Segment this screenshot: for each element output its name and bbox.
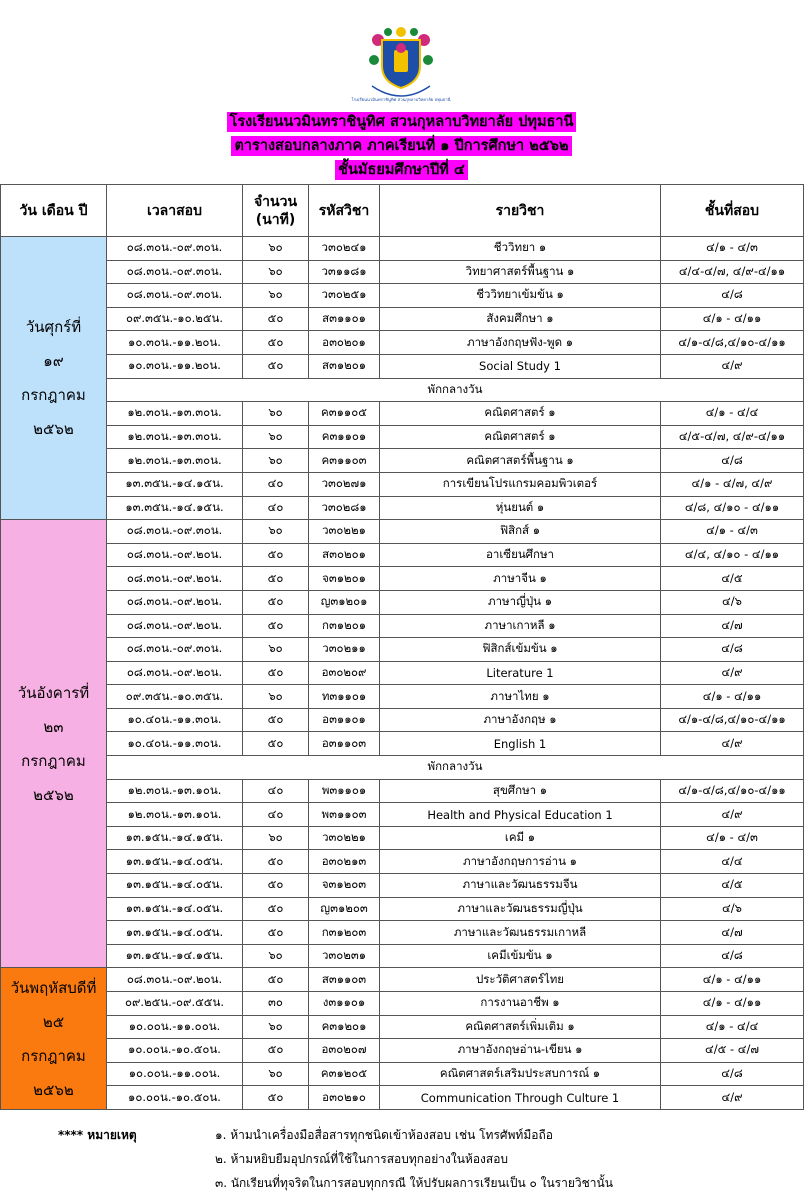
exam-rooms: ๔/๙: [661, 661, 804, 685]
exam-rooms: ๔/๑ - ๔/๔: [661, 402, 804, 426]
subject-code: ก๓๑๒๐๑: [309, 614, 380, 638]
table-row: [1, 826, 804, 850]
exam-schedule-table: [0, 184, 804, 1110]
exam-duration: ๕๐: [243, 307, 309, 331]
subject-name: ภาษาอังกฤษการอ่าน ๑: [380, 850, 661, 874]
exam-rooms: ๔/๙: [661, 732, 804, 756]
day-cell: [1, 968, 107, 1110]
exam-duration: ๓๐: [243, 992, 309, 1016]
exam-rooms: ๔/๑ - ๔/๗, ๔/๙: [661, 472, 804, 496]
exam-rooms: ๔/๑ - ๔/๑๑: [661, 307, 804, 331]
lunch-break-row: [1, 756, 804, 780]
exam-time: ๑๒.๓๐น.-๑๓.๑๐น.: [107, 803, 243, 827]
subject-code: ญ๓๑๒๐๓: [309, 897, 380, 921]
table-row: [1, 284, 804, 308]
subject-code: ส๓๑๒๐๑: [309, 354, 380, 378]
subject-code: อ๓๐๒๑๐: [309, 1086, 380, 1110]
exam-rooms: ๔/๔-๔/๗, ๔/๙-๔/๑๑: [661, 260, 804, 284]
subject-code: อ๓๐๒๐๗: [309, 1039, 380, 1063]
col-header-time: เวลาสอบ: [107, 185, 243, 237]
exam-time: ๐๘.๓๐น.-๐๙.๒๐น.: [107, 661, 243, 685]
exam-duration: ๕๐: [243, 874, 309, 898]
exam-rooms: ๔/๘: [661, 944, 804, 968]
exam-rooms: ๔/๘, ๔/๑๐ - ๔/๑๑: [661, 496, 804, 520]
school-emblem-logo: [351, 26, 451, 104]
subject-name: อาเซียนศึกษา: [380, 543, 661, 567]
table-row: [1, 968, 804, 992]
subject-code: ว๓๐๒๑๑: [309, 638, 380, 662]
subject-code: พ๓๑๑๐๓: [309, 803, 380, 827]
table-row: [1, 402, 804, 426]
subject-code: ว๓๐๒๗๑: [309, 472, 380, 496]
table-row: [1, 307, 804, 331]
table-row: [1, 472, 804, 496]
day-date: ๒๓: [43, 717, 64, 736]
table-row: [1, 992, 804, 1016]
day-date: ๒๕: [42, 1012, 65, 1031]
subject-code: ว๓๐๒๕๑: [309, 284, 380, 308]
exam-duration: ๔๐: [243, 803, 309, 827]
subject-code: ค๓๑๒๐๕: [309, 1062, 380, 1086]
exam-rooms: ๔/๕: [661, 567, 804, 591]
table-row: [1, 449, 804, 473]
exam-duration: ๕๐: [243, 331, 309, 355]
exam-duration: ๖๐: [243, 685, 309, 709]
day-weekday: วันศุกร์ที่: [25, 318, 82, 337]
table-row: [1, 779, 804, 803]
subject-name: ภาษาอังกฤษ ๑: [380, 708, 661, 732]
subject-code: จ๓๑๒๐๓: [309, 874, 380, 898]
subject-code: ค๓๑๑๐๕: [309, 402, 380, 426]
subject-code: พ๓๑๑๐๑: [309, 779, 380, 803]
exam-duration: ๔๐: [243, 779, 309, 803]
exam-duration: ๖๐: [243, 237, 309, 261]
exam-rooms: ๔/๙: [661, 1086, 804, 1110]
exam-rooms: ๔/๕ - ๔/๗: [661, 1039, 804, 1063]
exam-time: ๐๘.๓๐น.-๐๙.๓๐น.: [107, 520, 243, 544]
subject-code: ส๓๑๑๐๓: [309, 968, 380, 992]
col-header-date: วัน เดือน ปี: [1, 185, 107, 237]
subject-name: Communication Through Culture 1: [380, 1086, 661, 1110]
subject-name: การเขียนโปรแกรมคอมพิวเตอร์: [380, 472, 661, 496]
exam-rooms: ๔/๔, ๔/๑๐ - ๔/๑๑: [661, 543, 804, 567]
subject-name: Health and Physical Education 1: [380, 803, 661, 827]
note-item: ๑. ห้ามนำเครื่องมือสื่อสารทุกชนิดเข้าห้องสอบ เช่น โทรศัพท์มือถือ: [215, 1128, 553, 1142]
subject-code: อ๓๐๒๐๙: [309, 661, 380, 685]
header-school-name: โรงเรียนนวมินทราชินูทิศ สวนกุหลาบวิทยาลัย ปทุมธานี: [0, 111, 803, 132]
day-month: กรกฎาคม: [21, 386, 86, 405]
exam-time: ๐๘.๓๐น.-๐๙.๓๐น.: [107, 237, 243, 261]
exam-rooms: ๔/๙: [661, 803, 804, 827]
exam-duration: ๕๐: [243, 708, 309, 732]
table-row: [1, 543, 804, 567]
table-row: [1, 520, 804, 544]
exam-rooms: ๔/๕-๔/๗, ๔/๙-๔/๑๑: [661, 425, 804, 449]
exam-time: ๑๓.๓๕น.-๑๔.๑๕น.: [107, 496, 243, 520]
subject-code: ส๓๐๒๐๑: [309, 543, 380, 567]
table-row: [1, 425, 804, 449]
exam-rooms: ๔/๖: [661, 590, 804, 614]
table-row: [1, 803, 804, 827]
exam-duration: ๕๐: [243, 732, 309, 756]
exam-rooms: ๔/๘: [661, 284, 804, 308]
exam-rooms: ๔/๘: [661, 638, 804, 662]
exam-time: ๑๒.๓๐น.-๑๓.๓๐น.: [107, 449, 243, 473]
subject-name: เคมีเข้มข้น ๑: [380, 944, 661, 968]
subject-name: คณิตศาสตร์เพิ่มเติม ๑: [380, 1015, 661, 1039]
exam-time: ๑๐.๐๐น.-๑๐.๕๐น.: [107, 1039, 243, 1063]
subject-code: ค๓๑๒๐๑: [309, 1015, 380, 1039]
exam-time: ๑๓.๑๕น.-๑๔.๐๕น.: [107, 921, 243, 945]
subject-name: สังคมศึกษา ๑: [380, 307, 661, 331]
subject-name: ภาษาไทย ๑: [380, 685, 661, 709]
exam-duration: ๖๐: [243, 944, 309, 968]
table-row: [1, 567, 804, 591]
exam-rooms: ๔/๑-๔/๘,๔/๑๐-๔/๑๑: [661, 708, 804, 732]
subject-code: อ๓๐๒๐๑: [309, 331, 380, 355]
exam-rooms: ๔/๔: [661, 850, 804, 874]
exam-duration: ๕๐: [243, 614, 309, 638]
subject-code: ญ๓๑๒๐๑: [309, 590, 380, 614]
subject-name: ภาษาเกาหลี ๑: [380, 614, 661, 638]
exam-time: ๑๐.๔๐น.-๑๑.๓๐น.: [107, 708, 243, 732]
subject-code: ส๓๑๑๐๑: [309, 307, 380, 331]
day-cell: [1, 237, 107, 520]
exam-time: ๑๐.๔๐น.-๑๑.๓๐น.: [107, 732, 243, 756]
col-header-duration: จำนวน (นาที): [243, 185, 309, 237]
exam-rooms: ๔/๑ - ๔/๓: [661, 826, 804, 850]
exam-time: ๐๘.๓๐น.-๐๙.๓๐น.: [107, 638, 243, 662]
exam-time: ๑๐.๐๐น.-๑๑.๐๐น.: [107, 1015, 243, 1039]
exam-duration: ๕๐: [243, 897, 309, 921]
subject-name: ภาษาและวัฒนธรรมจีน: [380, 874, 661, 898]
exam-time: ๐๘.๓๐น.-๐๙.๓๐น.: [107, 284, 243, 308]
table-row: [1, 354, 804, 378]
exam-time: ๑๒.๓๐น.-๑๓.๑๐น.: [107, 779, 243, 803]
exam-rooms: ๔/๑ - ๔/๔: [661, 1015, 804, 1039]
exam-rooms: ๔/๗: [661, 614, 804, 638]
day-weekday: วันอังคารที่: [17, 683, 90, 702]
day-cell: [1, 520, 107, 968]
exam-rooms: ๔/๑-๔/๘,๔/๑๐-๔/๑๑: [661, 331, 804, 355]
subject-name: วิทยาศาสตร์พื้นฐาน ๑: [380, 260, 661, 284]
subject-name: ภาษาญี่ปุ่น ๑: [380, 590, 661, 614]
table-row: [1, 921, 804, 945]
exam-duration: ๕๐: [243, 567, 309, 591]
subject-code: ว๓๐๒๒๑: [309, 520, 380, 544]
day-month: กรกฎาคม: [21, 751, 86, 770]
exam-duration: ๖๐: [243, 402, 309, 426]
logo-motto-text: โรงเรียนนวมินทราชินูทิศ สวนกุหลาบวิทยาลัย ปทุมธานี: [351, 97, 451, 102]
exam-duration: ๔๐: [243, 496, 309, 520]
exam-time: ๑๐.๐๐น.-๑๑.๐๐น.: [107, 1062, 243, 1086]
subject-name: คณิตศาสตร์พื้นฐาน ๑: [380, 449, 661, 473]
lunch-break-label: พักกลางวัน: [107, 756, 804, 780]
exam-rooms: ๔/๙: [661, 354, 804, 378]
exam-time: ๑๒.๓๐น.-๑๓.๓๐น.: [107, 425, 243, 449]
exam-duration: ๔๐: [243, 472, 309, 496]
day-month: กรกฎาคม: [21, 1046, 86, 1065]
table-row: [1, 1086, 804, 1110]
exam-rooms: ๔/๑-๔/๘,๔/๑๐-๔/๑๑: [661, 779, 804, 803]
subject-code: ท๓๑๑๐๑: [309, 685, 380, 709]
exam-time: ๑๓.๑๕น.-๑๔.๑๕น.: [107, 826, 243, 850]
table-row: [1, 1062, 804, 1086]
exam-duration: ๕๐: [243, 1086, 309, 1110]
subject-name: Social Study 1: [380, 354, 661, 378]
day-year: ๒๕๖๒: [33, 1080, 74, 1099]
exam-duration: ๕๐: [243, 661, 309, 685]
exam-time: ๐๙.๓๕น.-๑๐.๓๕น.: [107, 685, 243, 709]
col-header-subject: รายวิชา: [380, 185, 661, 237]
header-exam-title: ตารางสอบกลางภาค ภาคเรียนที่ ๑ ปีการศึกษา ๒๕๖๒: [0, 135, 803, 156]
table-row: [1, 944, 804, 968]
exam-time: ๑๓.๑๕น.-๑๔.๐๕น.: [107, 897, 243, 921]
exam-time: ๑๓.๑๕น.-๑๔.๑๕น.: [107, 944, 243, 968]
exam-time: ๐๘.๓๐น.-๐๙.๒๐น.: [107, 543, 243, 567]
table-row: [1, 685, 804, 709]
note-item: ๓. นักเรียนที่ทุจริตในการสอบทุกกรณี ให้ปรับผลการเรียนเป็น ๐ ในรายวิชานั้น: [215, 1176, 613, 1190]
subject-code: ว๓๐๒๓๑: [309, 944, 380, 968]
exam-rooms: ๔/๖: [661, 897, 804, 921]
exam-time: ๐๘.๓๐น.-๐๙.๒๐น.: [107, 614, 243, 638]
exam-duration: ๖๐: [243, 1062, 309, 1086]
subject-code: ค๓๑๑๐๓: [309, 449, 380, 473]
notes-section: [0, 1124, 803, 1200]
subject-name: ฟิสิกส์ ๑: [380, 520, 661, 544]
exam-time: ๐๘.๓๐น.-๐๙.๒๐น.: [107, 590, 243, 614]
table-row: [1, 661, 804, 685]
subject-code: จ๓๑๒๐๑: [309, 567, 380, 591]
subject-name: ภาษาอังกฤษฟัง-พูด ๑: [380, 331, 661, 355]
exam-duration: ๖๐: [243, 449, 309, 473]
exam-duration: ๖๐: [243, 638, 309, 662]
lunch-break-label: พักกลางวัน: [107, 378, 804, 402]
header-grade-level: ชั้นมัธยมศึกษาปีที่ ๔: [0, 159, 803, 180]
table-row: [1, 708, 804, 732]
subject-name: ฟิสิกส์เข้มข้น ๑: [380, 638, 661, 662]
exam-schedule-body: [1, 237, 804, 1110]
subject-code: ค๓๑๑๐๑: [309, 425, 380, 449]
subject-name: ชีววิทยาเข้มข้น ๑: [380, 284, 661, 308]
table-row: [1, 874, 804, 898]
exam-duration: ๖๐: [243, 1015, 309, 1039]
table-row: [1, 614, 804, 638]
subject-code: ว๓๐๒๘๑: [309, 496, 380, 520]
exam-time: ๑๐.๓๐น.-๑๑.๒๐น.: [107, 331, 243, 355]
exam-time: ๐๘.๓๐น.-๐๙.๒๐น.: [107, 567, 243, 591]
col-header-rooms: ชั้นที่สอบ: [661, 185, 804, 237]
table-row: [1, 237, 804, 261]
exam-time: ๐๘.๓๐น.-๐๙.๒๐น.: [107, 968, 243, 992]
table-row: [1, 496, 804, 520]
day-year: ๒๕๖๒: [33, 420, 74, 439]
exam-duration: ๕๐: [243, 921, 309, 945]
note-item: ๒. ห้ามหยิบยืมอุปกรณ์ที่ใช้ในการสอบทุกอย่างในห้องสอบ: [215, 1152, 509, 1166]
subject-name: ภาษาจีน ๑: [380, 567, 661, 591]
exam-duration: ๖๐: [243, 260, 309, 284]
exam-rooms: ๔/๕: [661, 874, 804, 898]
subject-name: ประวัติศาสตร์ไทย: [380, 968, 661, 992]
exam-rooms: ๔/๘: [661, 1062, 804, 1086]
table-row: [1, 590, 804, 614]
exam-rooms: ๔/๑ - ๔/๓: [661, 237, 804, 261]
exam-time: ๐๙.๓๕น.-๑๐.๒๕น.: [107, 307, 243, 331]
exam-time: ๐๘.๓๐น.-๐๙.๓๐น.: [107, 260, 243, 284]
subject-code: ง๓๑๑๐๑: [309, 992, 380, 1016]
subject-name: English 1: [380, 732, 661, 756]
subject-name: ภาษาอังกฤษอ่าน-เขียน ๑: [380, 1039, 661, 1063]
exam-time: ๑๓.๓๕น.-๑๔.๑๕น.: [107, 472, 243, 496]
subject-code: ก๓๑๒๐๓: [309, 921, 380, 945]
table-row: [1, 1039, 804, 1063]
subject-name: เคมี ๑: [380, 826, 661, 850]
subject-code: ว๓๐๒๔๑: [309, 237, 380, 261]
exam-time: ๑๓.๑๕น.-๑๔.๐๕น.: [107, 850, 243, 874]
day-date: ๑๙: [43, 352, 64, 371]
subject-name: Literature 1: [380, 661, 661, 685]
subject-name: ภาษาและวัฒนธรรมญี่ปุ่น: [380, 897, 661, 921]
exam-duration: ๖๐: [243, 425, 309, 449]
day-year: ๒๕๖๒: [33, 785, 74, 804]
exam-duration: ๕๐: [243, 543, 309, 567]
subject-code: อ๓๐๒๑๓: [309, 850, 380, 874]
exam-duration: ๖๐: [243, 520, 309, 544]
notes-label: **** หมายเหตุ: [58, 1128, 137, 1142]
table-header-row: [1, 185, 804, 237]
day-weekday: วันพฤหัสบดีที่: [10, 978, 97, 997]
subject-name: คณิตศาสตร์เสริมประสบการณ์ ๑: [380, 1062, 661, 1086]
exam-duration: ๕๐: [243, 850, 309, 874]
exam-duration: ๕๐: [243, 354, 309, 378]
exam-time: ๐๙.๒๕น.-๐๙.๕๕น.: [107, 992, 243, 1016]
subject-name: คณิตศาสตร์ ๑: [380, 402, 661, 426]
table-row: [1, 897, 804, 921]
exam-rooms: ๔/๑ - ๔/๑๑: [661, 968, 804, 992]
exam-rooms: ๔/๑ - ๔/๓: [661, 520, 804, 544]
exam-time: ๑๒.๓๐น.-๑๓.๓๐น.: [107, 402, 243, 426]
exam-duration: ๕๐: [243, 1039, 309, 1063]
table-row: [1, 638, 804, 662]
subject-code: ว๓๐๒๒๑: [309, 826, 380, 850]
table-row: [1, 260, 804, 284]
table-row: [1, 1015, 804, 1039]
subject-name: สุขศึกษา ๑: [380, 779, 661, 803]
col-header-code: รหัสวิชา: [309, 185, 380, 237]
exam-rooms: ๔/๘: [661, 449, 804, 473]
subject-name: ชีววิทยา ๑: [380, 237, 661, 261]
exam-duration: ๖๐: [243, 826, 309, 850]
table-row: [1, 331, 804, 355]
table-row: [1, 850, 804, 874]
subject-name: ภาษาและวัฒนธรรมเกาหลี: [380, 921, 661, 945]
exam-duration: ๖๐: [243, 284, 309, 308]
exam-rooms: ๔/๗: [661, 921, 804, 945]
exam-duration: ๕๐: [243, 968, 309, 992]
lunch-break-row: [1, 378, 804, 402]
subject-code: ว๓๑๑๘๑: [309, 260, 380, 284]
exam-duration: ๕๐: [243, 590, 309, 614]
subject-name: หุ่นยนต์ ๑: [380, 496, 661, 520]
table-row: [1, 732, 804, 756]
subject-name: คณิตศาสตร์ ๑: [380, 425, 661, 449]
exam-time: ๑๐.๐๐น.-๑๐.๕๐น.: [107, 1086, 243, 1110]
exam-rooms: ๔/๑ - ๔/๑๑: [661, 685, 804, 709]
exam-time: ๑๓.๑๕น.-๑๔.๐๕น.: [107, 874, 243, 898]
exam-rooms: ๔/๑ - ๔/๑๑: [661, 992, 804, 1016]
subject-name: การงานอาชีพ ๑: [380, 992, 661, 1016]
subject-code: อ๓๑๑๐๑: [309, 708, 380, 732]
exam-time: ๑๐.๓๐น.-๑๑.๒๐น.: [107, 354, 243, 378]
subject-code: อ๓๑๑๐๓: [309, 732, 380, 756]
